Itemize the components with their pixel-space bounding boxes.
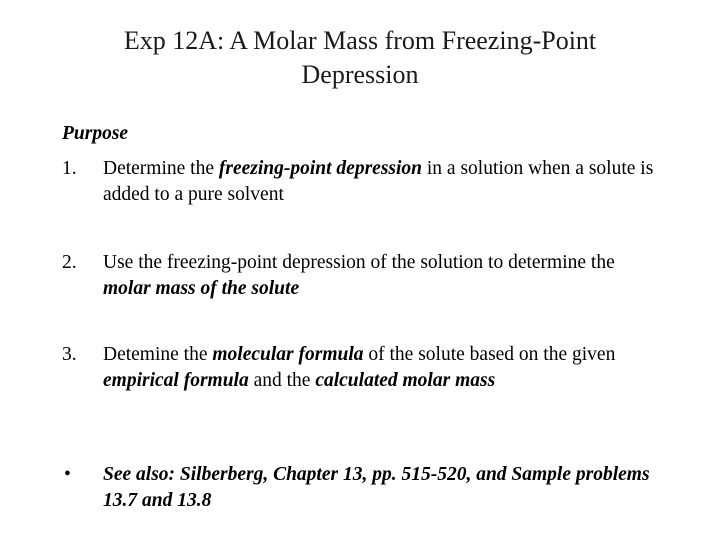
text-run: in a solution when a solute is added to a pure solvent (103, 158, 654, 205)
list-item-text (103, 156, 662, 208)
emphasis-calculated-molar-mass: calculated molar mass (315, 370, 496, 391)
list-item-3 (62, 342, 662, 394)
emphasis-freezing-point-depression: freezing-point depression (218, 158, 423, 179)
slide-title (60, 24, 660, 92)
list-item-1 (62, 156, 662, 208)
text-run: of the solute based on the given (363, 344, 616, 365)
title-line-1: Exp 12A: A Molar Mass from Freezing-Point (123, 26, 597, 55)
emphasis-molar-mass: molar mass of the solute (103, 278, 300, 299)
list-marker: 2. (62, 252, 77, 273)
title-line-2: Depression (301, 60, 419, 89)
text-run: Detemine the (103, 344, 213, 365)
emphasis-molecular-formula: molecular formula (212, 344, 364, 365)
text-run: Use the freezing-point depression of the solution to determine the (103, 252, 615, 273)
list-marker: 3. (62, 344, 77, 365)
list-item-text (103, 462, 662, 514)
list-item-see-also (62, 462, 662, 514)
see-also-reference: See also: Silberberg, Chapter 13, pp. 515-520, and Sample problems 13.7 and 13.8 (103, 464, 650, 511)
purpose-heading: Purpose (62, 123, 129, 144)
list-item-text (103, 250, 662, 302)
bullet-marker: • (64, 464, 71, 485)
text-run: and the (248, 370, 316, 391)
list-marker: 1. (62, 158, 77, 179)
list-item-2 (62, 250, 662, 302)
emphasis-empirical-formula: empirical formula (103, 370, 249, 391)
text-run: Determine the (103, 158, 219, 179)
list-item-text (103, 342, 662, 394)
